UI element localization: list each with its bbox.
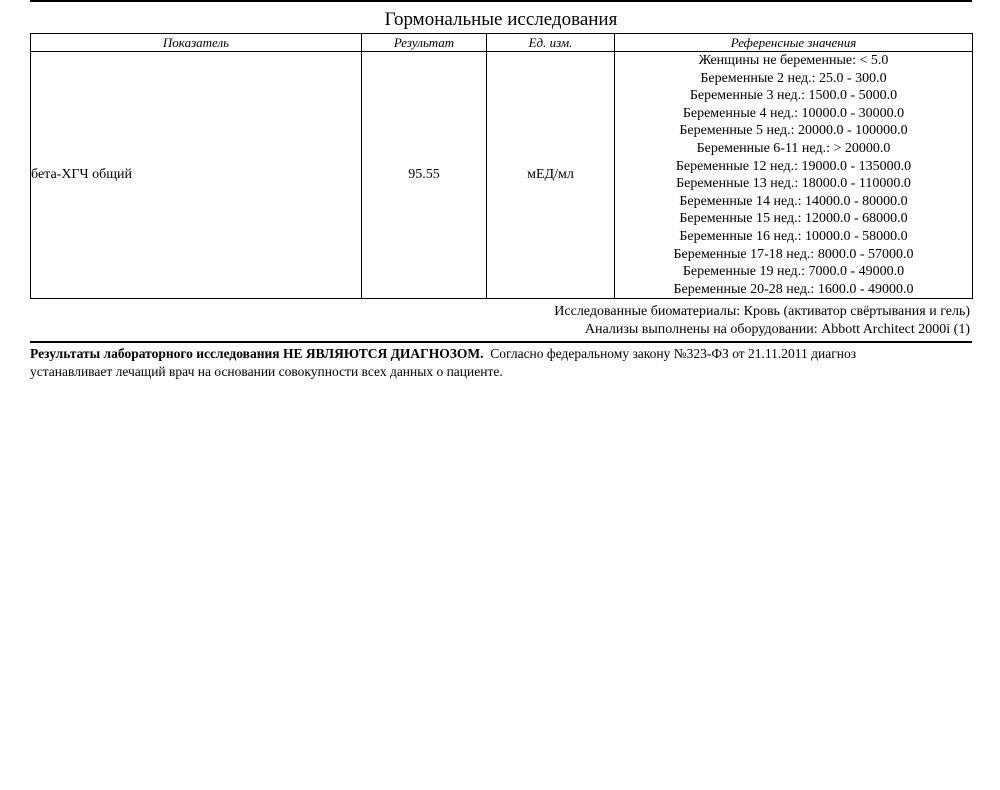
- parameter-name: бета-ХГЧ общий: [31, 52, 362, 299]
- disclaimer-bold: Результаты лабораторного исследования НЕ ЯВЛЯЮТСЯ ДИАГНОЗОМ.: [30, 346, 484, 361]
- disclaimer: [30, 345, 972, 381]
- reference-line: Беременные 15 нед.: 12000.0 - 68000.0: [679, 211, 908, 227]
- reference-line: Беременные 3 нед.: 1500.0 - 5000.0: [689, 88, 898, 104]
- disclaimer-text: Согласно федеральному закону №323-ФЗ от 21.11.2011 диагноз: [490, 346, 857, 361]
- reference-line: Беременные 5 нед.: 20000.0 - 100000.0: [679, 123, 908, 139]
- reference-line: Беременные 19 нед.: 7000.0 - 49000.0: [682, 264, 905, 280]
- header-reference: Референсные значения: [615, 34, 973, 52]
- reference-line: Беременные 13 нед.: 18000.0 - 110000.0: [676, 176, 911, 192]
- header-unit: Ед. изм.: [487, 34, 615, 52]
- reference-line: Беременные 17-18 нед.: 8000.0 - 57000.0: [673, 246, 914, 262]
- section-title: Гормональные исследования: [384, 9, 618, 30]
- reference-line: Беременные 12 нед.: 19000.0 - 135000.0: [675, 158, 912, 174]
- unit-value: мЕД/мл: [487, 52, 615, 299]
- table-header-row: [31, 34, 973, 52]
- disclaimer-divider: [30, 341, 972, 343]
- reference-line: Беременные 4 нед.: 10000.0 - 30000.0: [682, 105, 905, 121]
- reference-line: Женщины не беременные: < 5.0: [698, 53, 889, 68]
- reference-values: [615, 52, 973, 299]
- reference-line: Беременные 16 нед.: 10000.0 - 58000.0: [679, 228, 908, 244]
- header-result: Результат: [362, 34, 487, 52]
- results-table: [30, 33, 973, 299]
- header-parameter: Показатель: [31, 34, 362, 52]
- equipment-note: Анализы выполнены на оборудовании: Abbott Architect 2000i (1): [584, 322, 970, 337]
- top-divider: [30, 0, 972, 2]
- reference-line: Беременные 14 нед.: 14000.0 - 80000.0: [679, 193, 908, 209]
- result-value: 95.55: [362, 52, 487, 299]
- disclaimer-line-1: [30, 345, 972, 363]
- reference-line: Беременные 20-28 нед.: 1600.0 - 49000.0: [673, 281, 914, 297]
- table-row: [31, 52, 973, 299]
- disclaimer-line-2: устанавливает лечащий врач на основании совокупности всех данных о пациенте.: [30, 364, 503, 379]
- reference-line: Беременные 6-11 нед.: > 20000.0: [696, 140, 891, 156]
- reference-line: Беременные 2 нед.: 25.0 - 300.0: [700, 70, 887, 86]
- biomaterials-note: Исследованные биоматериалы: Кровь (активатор свёртывания и гель): [554, 304, 970, 319]
